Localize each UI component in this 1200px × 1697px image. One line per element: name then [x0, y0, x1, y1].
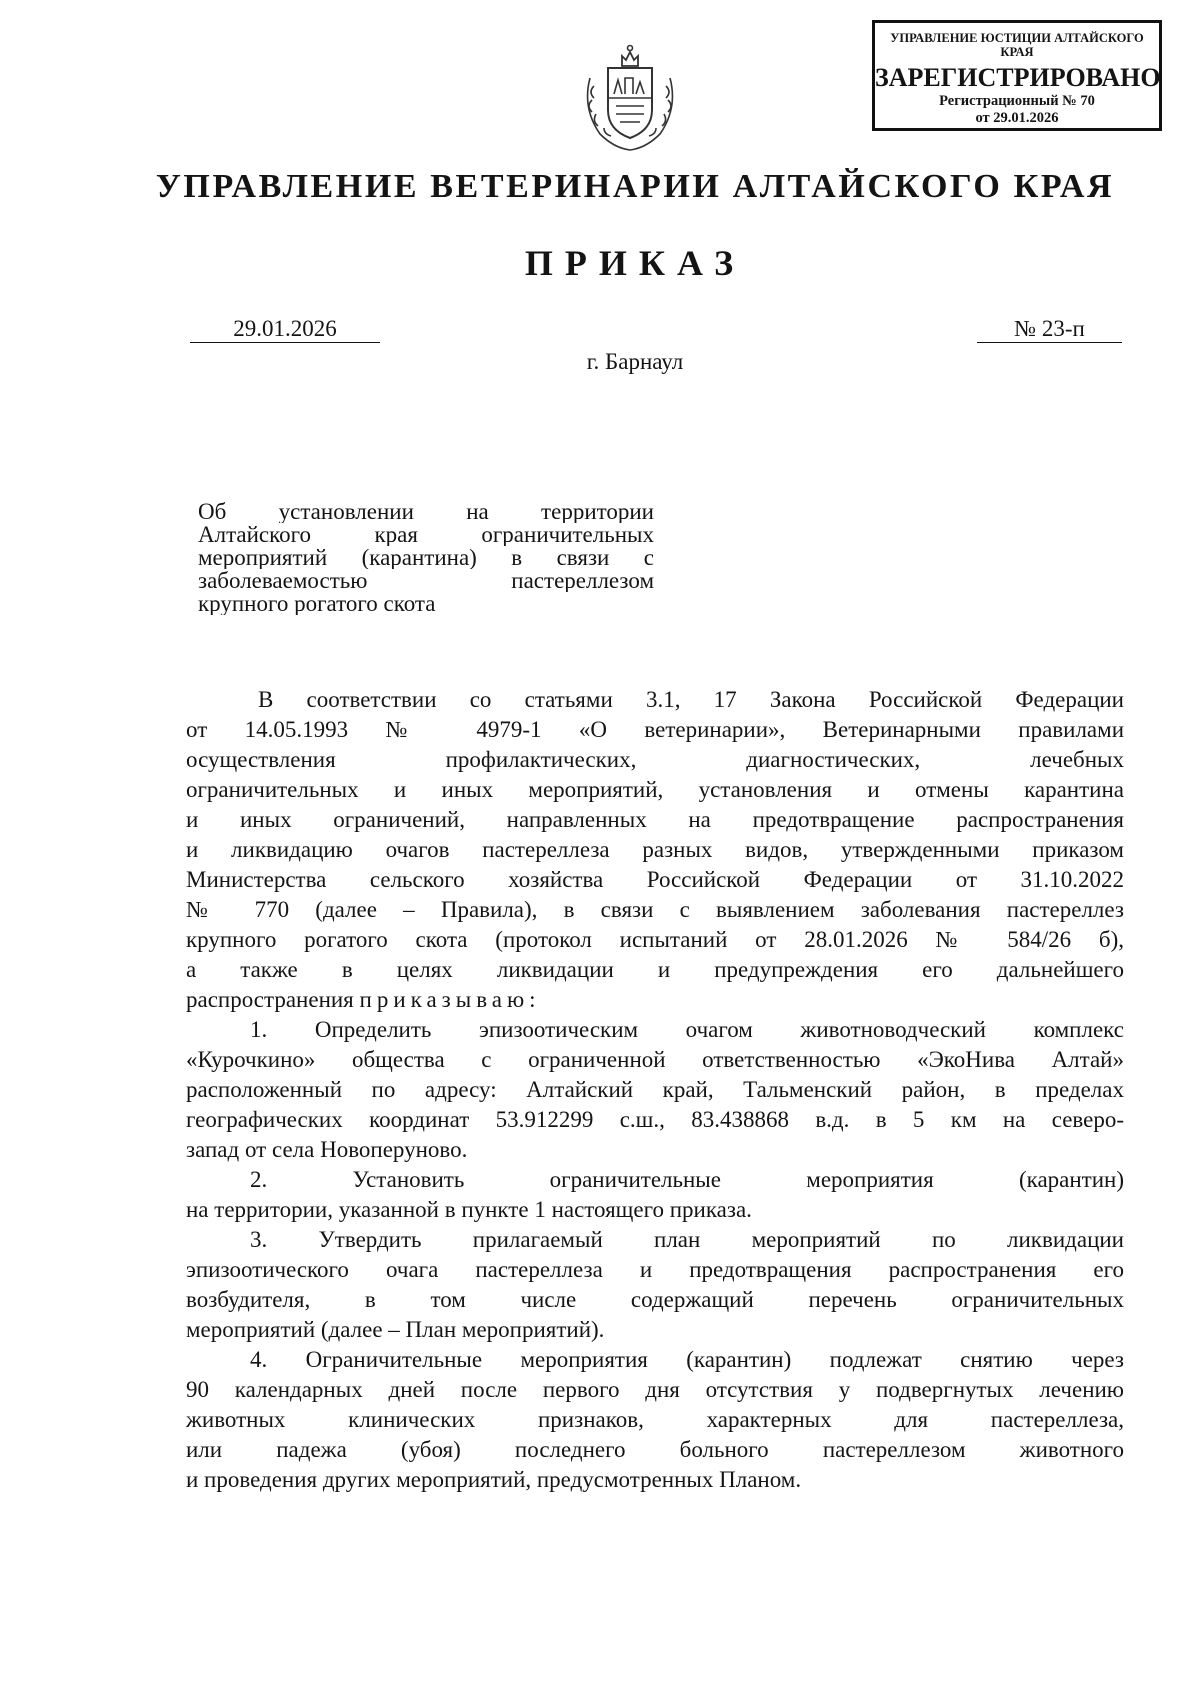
stamp-reg-number: Регистрационный № 70 — [939, 93, 1095, 109]
clause-1-line: географических координат 53.912299 с.ш., 83.438868 в.д. в 5 км на северо- — [186, 1107, 1124, 1132]
agency-title: УПРАВЛЕНИЕ ВЕТЕРИНАРИИ АЛТАЙСКОГО КРАЯ — [155, 168, 1115, 205]
clause-3-line: мероприятий (далее – План мероприятий). — [186, 1317, 605, 1342]
clause-1-line: «Курочкино» общества с ограниченной ответственностью «ЭкоНива Алтай» — [186, 1047, 1124, 1072]
altai-krai-coat-of-arms-icon — [570, 38, 690, 158]
subject-line: мероприятий (карантина) в связи с — [198, 546, 654, 569]
subject-line: Алтайского края ограничительных — [198, 523, 654, 546]
preamble-line — [186, 985, 1124, 1015]
preamble-line: ограничительных и иных мероприятий, установления и отмены карантина — [186, 777, 1124, 802]
clause-1-line: расположенный по адресу: Алтайский край, Тальменский район, в пределах — [186, 1077, 1124, 1102]
clause-3-line: возбудителя, в том числе содержащий перечень ограничительных — [186, 1287, 1124, 1312]
order-body — [186, 685, 1124, 1495]
subject-line: крупного рогатого скота — [198, 592, 436, 615]
document-type-title: ПРИКАЗ — [524, 243, 746, 283]
order-directive-word: приказываю: — [359, 987, 541, 1012]
preamble-line: от 14.05.1993 № 4979-1 «О ветеринарии», Ветеринарными правилами — [186, 717, 1124, 742]
clause-4-line: 4. Ограничительные мероприятия (карантин) подлежат снятию через — [250, 1347, 1124, 1372]
stamp-reg-date: от 29.01.2026 — [975, 110, 1059, 126]
clause-2-line: 2. Установить ограничительные мероприятия (карантин) — [250, 1167, 1124, 1192]
city-line: г. Барнаул — [586, 349, 684, 374]
clause-3-line: эпизоотического очага пастереллеза и предотвращения распространения его — [186, 1257, 1124, 1282]
clause-1-line: 1. Определить эпизоотическим очагом животноводческий комплекс — [250, 1017, 1124, 1042]
clause-1-line: запад от села Новоперуново. — [186, 1137, 468, 1162]
order-date: 29.01.2026 — [190, 315, 380, 343]
clause-4-line: животных клинических признаков, характерных для пастереллеза, — [186, 1407, 1124, 1432]
stamp-status: ЗАРЕГИСТРИРОВАНО — [875, 63, 1161, 92]
preamble-line: а также в целях ликвидации и предупреждения его дальнейшего — [186, 957, 1124, 982]
preamble-line: и ликвидацию очагов пастереллеза разных видов, утвержденными приказом — [186, 837, 1124, 862]
preamble-line: осуществления профилактических, диагностических, лечебных — [186, 747, 1124, 772]
order-subject — [198, 500, 654, 615]
clause-3-line: 3. Утвердить прилагаемый план мероприятий по ликвидации — [250, 1227, 1124, 1252]
subject-line: заболеваемостью пастереллезом — [198, 569, 654, 592]
preamble-text: распространения — [186, 987, 354, 1012]
stamp-organization: УПРАВЛЕНИЕ ЮСТИЦИИ АЛТАЙСКОГО КРАЯ — [890, 31, 1144, 59]
clause-4-line: или падежа (убоя) последнего больного пастереллезом животного — [186, 1437, 1124, 1462]
preamble-line: Министерства сельского хозяйства Российской Федерации от 31.10.2022 — [186, 867, 1124, 892]
clause-4-line: и проведения других мероприятий, предусмотренных Планом. — [186, 1467, 802, 1492]
order-number: № 23-п — [977, 315, 1122, 343]
preamble-line: крупного рогатого скота (протокол испытаний от 28.01.2026 № 584/26 б), — [186, 927, 1124, 952]
preamble-line: и иных ограничений, направленных на предотвращение распространения — [186, 807, 1124, 832]
preamble-line: № 770 (далее – Правила), в связи с выявлением заболевания пастереллез — [186, 897, 1124, 922]
subject-line: Об установлении на территории — [198, 500, 654, 523]
registration-stamp — [872, 20, 1162, 131]
clause-4-line: 90 календарных дней после первого дня отсутствия у подвергнутых лечению — [186, 1377, 1124, 1402]
preamble-line: В соответствии со статьями 3.1, 17 Закона Российской Федерации — [258, 687, 1124, 712]
clause-2-line: на территории, указанной в пункте 1 настоящего приказа. — [186, 1197, 752, 1222]
